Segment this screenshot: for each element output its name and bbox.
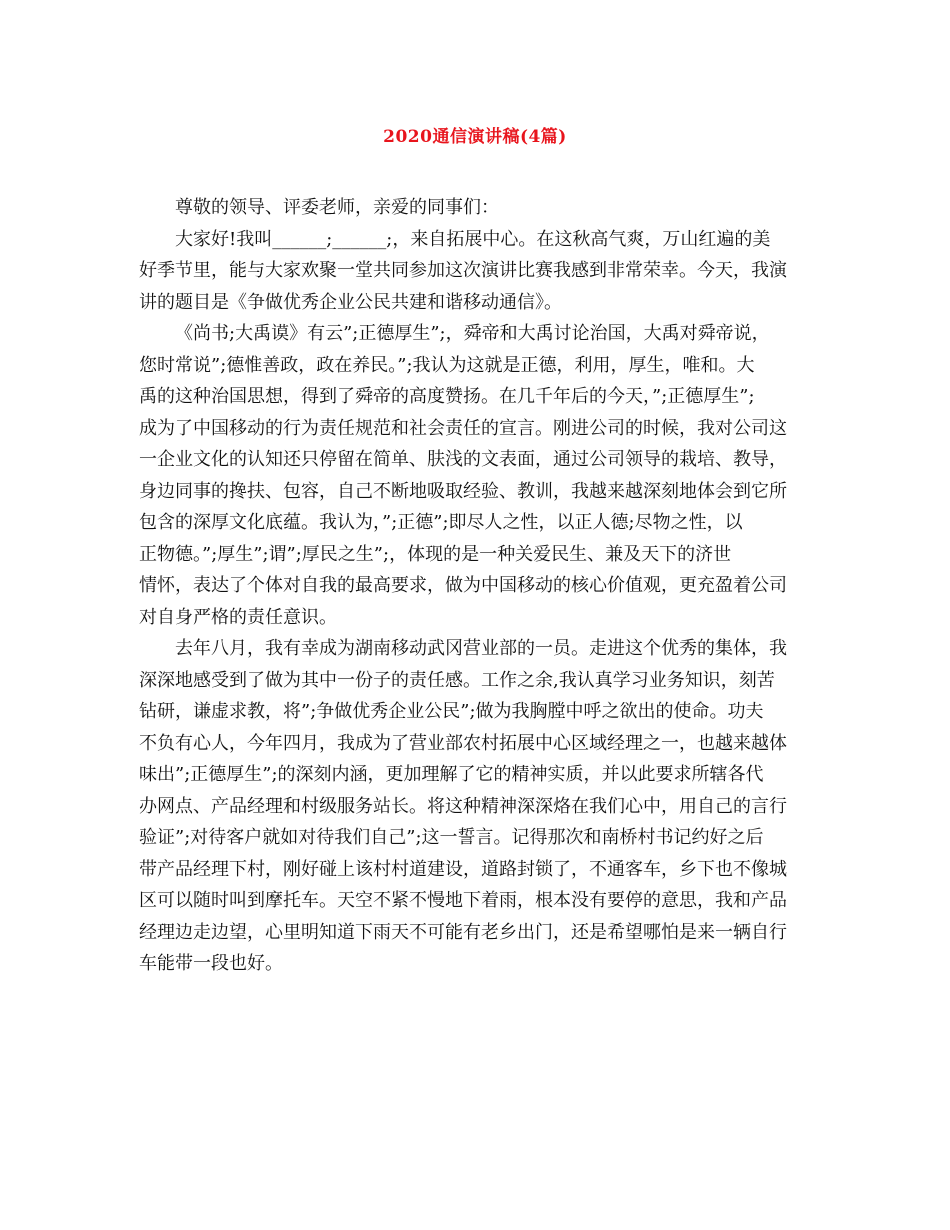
paragraph-1-line: 讲的题目是《争做优秀企业公民共建和谐移动通信》。 [139,291,562,313]
paragraph-3-line: 味出”;正德厚生”;的深刻内涵，更加理解了它的精神实质，并以此要求所辖各代 [139,764,764,785]
paragraph-2-line: 情怀，表达了个体对自我的最高要求，做为中国移动的核心价值观，更充盈着公司 [139,575,787,596]
paragraph-2-line: 对自身严格的责任意识。 [139,606,337,628]
paragraph-2-line: 您时常说”;德惟善政，政在养民。”;我认为这就是正德，利用，厚生，唯和。大 [139,354,755,376]
paragraph-3-line: 区可以随时叫到摩托车。天空不紧不慢地下着雨，根本没有要停的意思，我和产品 [139,890,787,911]
paragraph-3-line: 不负有心人，今年四月，我成为了营业部农村拓展中心区域经理之一，也越来越体 [139,732,787,754]
paragraph-3-line: 钻研，谦虚求教，将”;争做优秀企业公民”;做为我胸膛中呼之欲出的使命。功夫 [139,701,764,722]
paragraph-1-line: 好季节里，能与大家欢聚一堂共同参加这次演讲比赛我感到非常荣幸。今天，我演 [139,260,787,281]
paragraph-2-line: 包含的深厚文化底蕴。我认为，”;正德”;即尽人之性，以正人德;尽物之性，以 [139,512,743,533]
paragraph-2-line: 正物德。”;厚生”;谓”;厚民之生”;，体现的是一种关爱民生、兼及天下的济世 [139,543,732,565]
salutation-line: 尊敬的领导、评委老师，亲爱的同事们： [175,197,499,218]
paragraph-3-line: 去年八月，我有幸成为湖南移动武冈营业部的一员。走进这个优秀的集体，我 [175,638,787,659]
paragraph-2-line: 身边同事的搀扶、包容，自己不断地吸取经验、教训，我越来越深刻地体会到它所 [139,480,787,502]
document-title: 2020通信演讲稿(4篇) [383,127,567,147]
paragraph-2-line: 成为了中国移动的行为责任规范和社会责任的宣言。刚进公司的时候，我对公司这 [139,417,787,439]
paragraph-3-line: 车能带一段也好。 [139,953,283,974]
paragraph-3-line: 办网点、产品经理和村级服务站长。将这种精神深深烙在我们心中，用自己的言行 [139,795,787,817]
paragraph-1-line: 大家好!我叫______;______;，来自拓展中心。在这秋高气爽，万山红遍的美 [175,228,771,250]
paragraph-3-line: 验证”;对待客户就如对待我们自己”;这一誓言。记得那次和南桥村书记约好之后 [139,827,764,848]
paragraph-2-line: 《尚书;大禹谟》有云”;正德厚生”;，舜帝和大禹讨论治国，大禹对舜帝说， [175,323,770,344]
paragraph-3-line: 带产品经理下村，刚好碰上该村村道建设，道路封锁了，不通客车，乡下也不像城 [139,858,787,880]
paragraph-3-line: 经理边走边望，心里明知道下雨天不可能有老乡出门，还是希望哪怕是来一辆自行 [139,921,787,943]
paragraph-2-line: 一企业文化的认知还只停留在简单、肤浅的文表面，通过公司领导的栽培、教导， [139,449,787,470]
paragraph-3-line: 深深地感受到了做为其中一份子的责任感。工作之余,我认真学习业务知识，刻苦 [139,669,775,691]
paragraph-2-line: 禹的这种治国思想，得到了舜帝的高度赞扬。在几千年后的今天，”;正德厚生”; [139,386,755,407]
document-body [139,192,815,980]
